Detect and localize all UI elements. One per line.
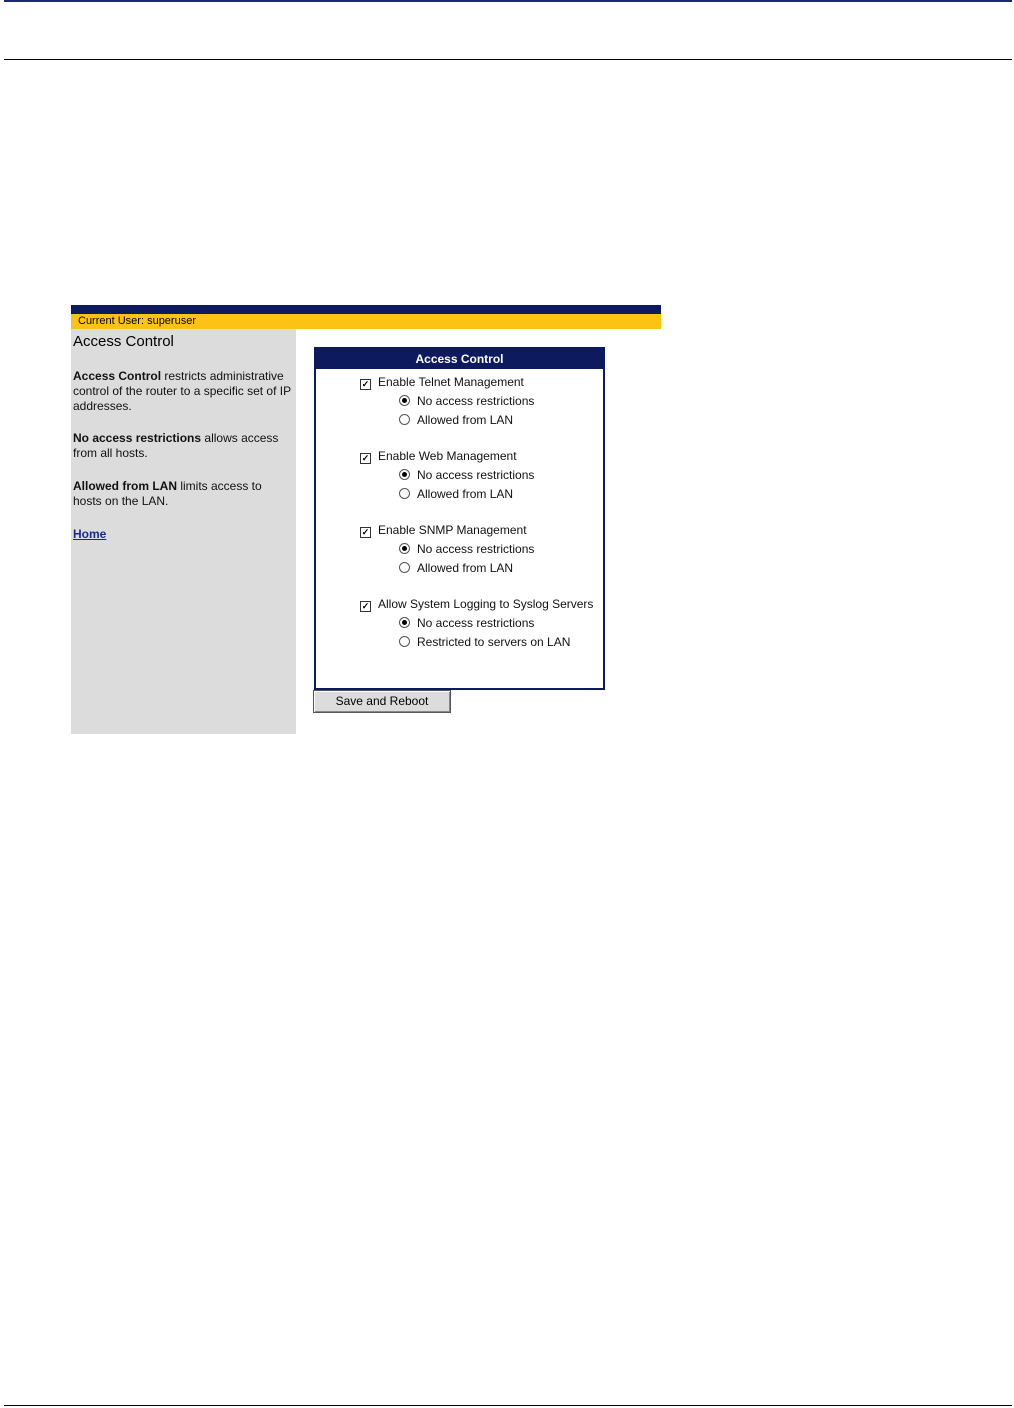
top-nav-stripe bbox=[71, 305, 661, 314]
syslog-checkbox-label: Allow System Logging to Syslog Servers bbox=[378, 597, 594, 611]
web-checkbox[interactable]: ✓ bbox=[361, 453, 370, 463]
router-admin-screenshot bbox=[71, 305, 661, 734]
telnet-checkbox[interactable]: ✓ bbox=[361, 379, 370, 389]
help-text-no-restrictions: allows access from all hosts. bbox=[73, 431, 279, 460]
web-radio-no-restrictions[interactable] bbox=[399, 469, 410, 480]
syslog-radio-no-restrictions[interactable] bbox=[399, 617, 410, 628]
snmp-option-no-restrictions-label: No access restrictions bbox=[417, 542, 535, 556]
snmp-checkbox-label: Enable SNMP Management bbox=[378, 523, 527, 537]
snmp-radio-no-restrictions[interactable] bbox=[399, 543, 410, 554]
snmp-radio-allowed-lan[interactable] bbox=[399, 562, 410, 573]
help-text-access-control: restricts administrative control of the router to a specific set of IP addresses. bbox=[73, 369, 291, 413]
web-option-allowed-lan[interactable] bbox=[399, 485, 513, 503]
header-rule-thin bbox=[4, 59, 1012, 60]
web-option-no-restrictions-label: No access restrictions bbox=[417, 468, 535, 482]
footer-rule bbox=[4, 1405, 1012, 1406]
telnet-option-no-restrictions-label: No access restrictions bbox=[417, 394, 535, 408]
snmp-option-allowed-lan[interactable] bbox=[399, 559, 513, 577]
telnet-checkbox-label: Enable Telnet Management bbox=[378, 375, 524, 389]
help-paragraph-no-restrictions bbox=[73, 431, 293, 461]
snmp-option-allowed-lan-label: Allowed from LAN bbox=[417, 561, 514, 575]
web-option-no-restrictions[interactable] bbox=[399, 466, 534, 484]
telnet-radio-no-restrictions[interactable] bbox=[399, 395, 410, 406]
current-user-bar bbox=[71, 314, 661, 329]
help-sidebar bbox=[71, 329, 296, 734]
help-paragraph-access-control bbox=[73, 369, 293, 414]
snmp-option-no-restrictions[interactable] bbox=[399, 540, 534, 558]
snmp-checkbox-row[interactable] bbox=[360, 521, 527, 539]
help-term-no-restrictions: No access restrictions bbox=[73, 431, 202, 445]
save-and-reboot-button[interactable]: Save and Reboot bbox=[313, 690, 451, 713]
help-term-allowed-lan: Allowed from LAN bbox=[73, 479, 177, 493]
web-option-allowed-lan-label: Allowed from LAN bbox=[417, 487, 514, 501]
sidebar-title: Access Control bbox=[73, 333, 174, 350]
syslog-radio-restricted-lan[interactable] bbox=[399, 636, 410, 647]
header-rule-thick bbox=[4, 0, 1012, 2]
web-radio-allowed-lan[interactable] bbox=[399, 488, 410, 499]
snmp-checkbox[interactable]: ✓ bbox=[361, 527, 370, 537]
access-control-panel bbox=[314, 347, 605, 690]
telnet-option-allowed-lan[interactable] bbox=[399, 411, 513, 429]
syslog-checkbox[interactable]: ✓ bbox=[361, 601, 370, 611]
panel-title: Access Control bbox=[316, 349, 603, 369]
syslog-option-restricted-lan-label: Restricted to servers on LAN bbox=[417, 635, 571, 649]
syslog-checkbox-row[interactable] bbox=[360, 595, 593, 613]
help-text-allowed-lan: limits access to hosts on the LAN. bbox=[73, 479, 262, 508]
telnet-checkbox-row[interactable] bbox=[360, 373, 524, 391]
syslog-option-no-restrictions[interactable] bbox=[399, 614, 534, 632]
help-term-access-control: Access Control bbox=[73, 369, 162, 383]
telnet-option-no-restrictions[interactable] bbox=[399, 392, 534, 410]
help-paragraph-allowed-lan bbox=[73, 479, 293, 509]
current-user-label: Current User: superuser bbox=[78, 315, 196, 327]
web-checkbox-row[interactable] bbox=[360, 447, 517, 465]
telnet-radio-allowed-lan[interactable] bbox=[399, 414, 410, 425]
telnet-option-allowed-lan-label: Allowed from LAN bbox=[417, 413, 514, 427]
home-link[interactable]: Home bbox=[73, 527, 107, 541]
syslog-option-no-restrictions-label: No access restrictions bbox=[417, 616, 535, 630]
web-checkbox-label: Enable Web Management bbox=[378, 449, 517, 463]
syslog-option-restricted-lan[interactable] bbox=[399, 633, 570, 651]
